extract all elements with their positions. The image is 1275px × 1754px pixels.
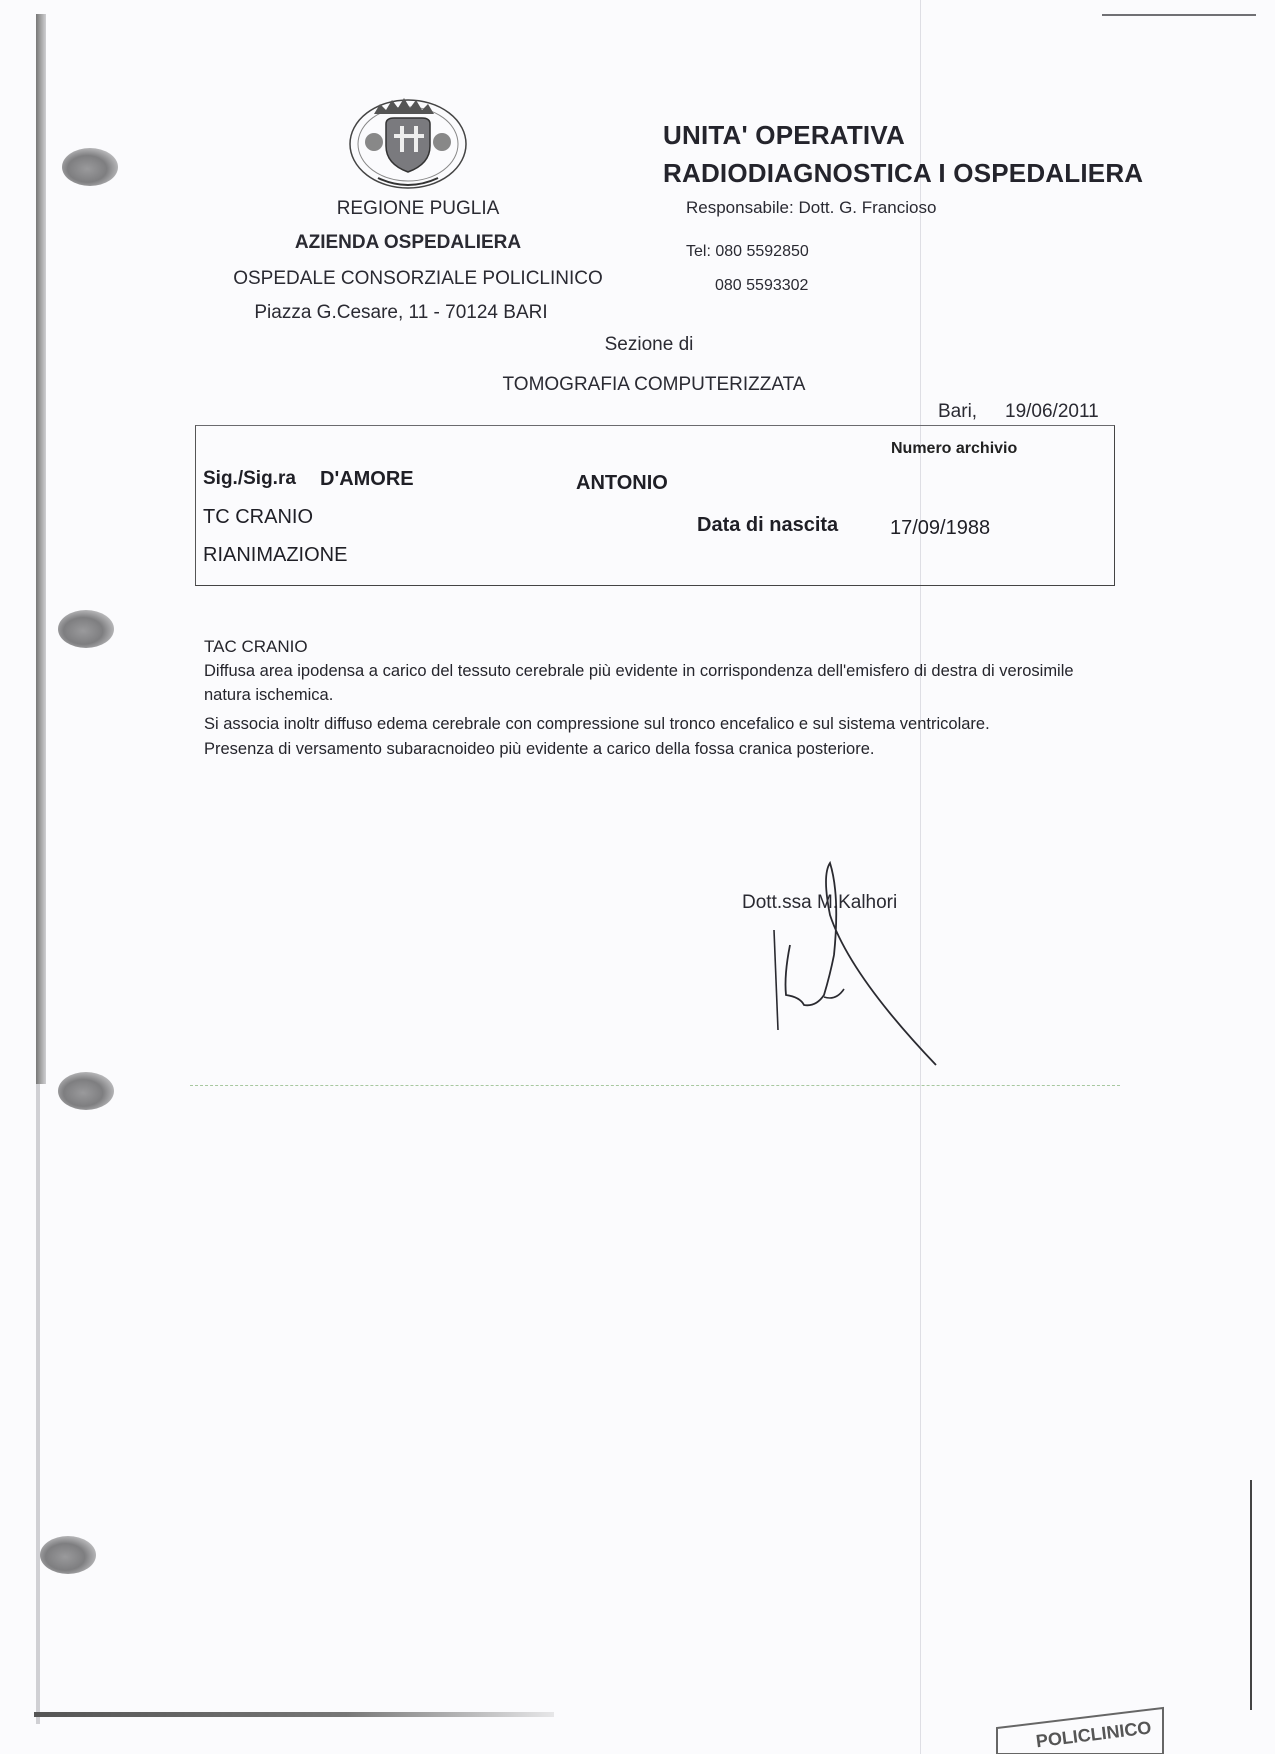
report-date: 19/06/2011 xyxy=(1005,401,1099,422)
bottom-rule xyxy=(34,1712,554,1717)
top-rule xyxy=(1102,14,1256,16)
punch-hole-1 xyxy=(62,148,118,186)
svg-text:POLICLINICO: POLICLINICO xyxy=(1034,1717,1153,1752)
report-line-1: Diffusa area ipodensa a carico del tessuto cerebrale più evidente in corrispondenza dell'emisfero di destra di verosimile xyxy=(204,662,1074,680)
punch-hole-3 xyxy=(58,1072,114,1110)
phone-2: 080 5593302 xyxy=(715,277,809,294)
azienda-name: AZIENDA OSPEDALIERA xyxy=(294,232,522,253)
date-city: Bari, xyxy=(938,401,978,422)
right-edge-line xyxy=(1250,1480,1252,1710)
exam-type: TC CRANIO xyxy=(203,506,313,528)
salutation-label: Sig./Sig.ra xyxy=(203,468,296,489)
punch-hole-4 xyxy=(40,1536,96,1574)
binder-edge xyxy=(36,14,46,1084)
separator-line xyxy=(190,1085,1120,1086)
birth-date-label: Data di nascita xyxy=(697,514,839,536)
phone-1: Tel: 080 5592850 xyxy=(686,243,809,260)
patient-surname: D'AMORE xyxy=(320,468,414,490)
report-line-4: Presenza di versamento subaracnoideo più evidente a carico della fossa cranica posteriore. xyxy=(204,740,875,758)
birth-date: 17/09/1988 xyxy=(890,517,991,539)
patient-name: ANTONIO xyxy=(576,472,668,494)
responsabile: Responsabile: Dott. G. Francioso xyxy=(686,198,937,217)
policlinico-stamp xyxy=(995,1690,1165,1754)
report-line-2: natura ischemica. xyxy=(204,686,334,704)
section-name: TOMOGRAFIA COMPUTERIZZATA xyxy=(502,374,806,395)
hospital-address: Piazza G.Cesare, 11 - 70124 BARI xyxy=(254,302,548,323)
report-title: TAC CRANIO xyxy=(204,637,308,656)
punch-hole-2 xyxy=(58,610,114,648)
binder-edge-lower xyxy=(36,1084,40,1724)
hospital-crest-logo xyxy=(338,86,478,198)
section-label: Sezione di xyxy=(604,334,694,355)
region-name: REGIONE PUGLIA xyxy=(336,198,500,219)
doctor-name: Dott.ssa M.Kalhori xyxy=(742,892,898,913)
report-line-3: Si associa inoltr diffuso edema cerebrale con compressione sul tronco encefalico e sul sistema ventricolare. xyxy=(204,715,990,733)
hospital-name: OSPEDALE CONSORZIALE POLICLINICO xyxy=(233,268,603,289)
handwritten-signature xyxy=(760,855,960,1070)
unit-title-line1: UNITA' OPERATIVA xyxy=(663,120,905,150)
archive-number-label: Numero archivio xyxy=(891,440,1018,457)
department: RIANIMAZIONE xyxy=(203,544,348,566)
unit-title-line2: RADIODIAGNOSTICA I OSPEDALIERA xyxy=(663,158,1144,188)
